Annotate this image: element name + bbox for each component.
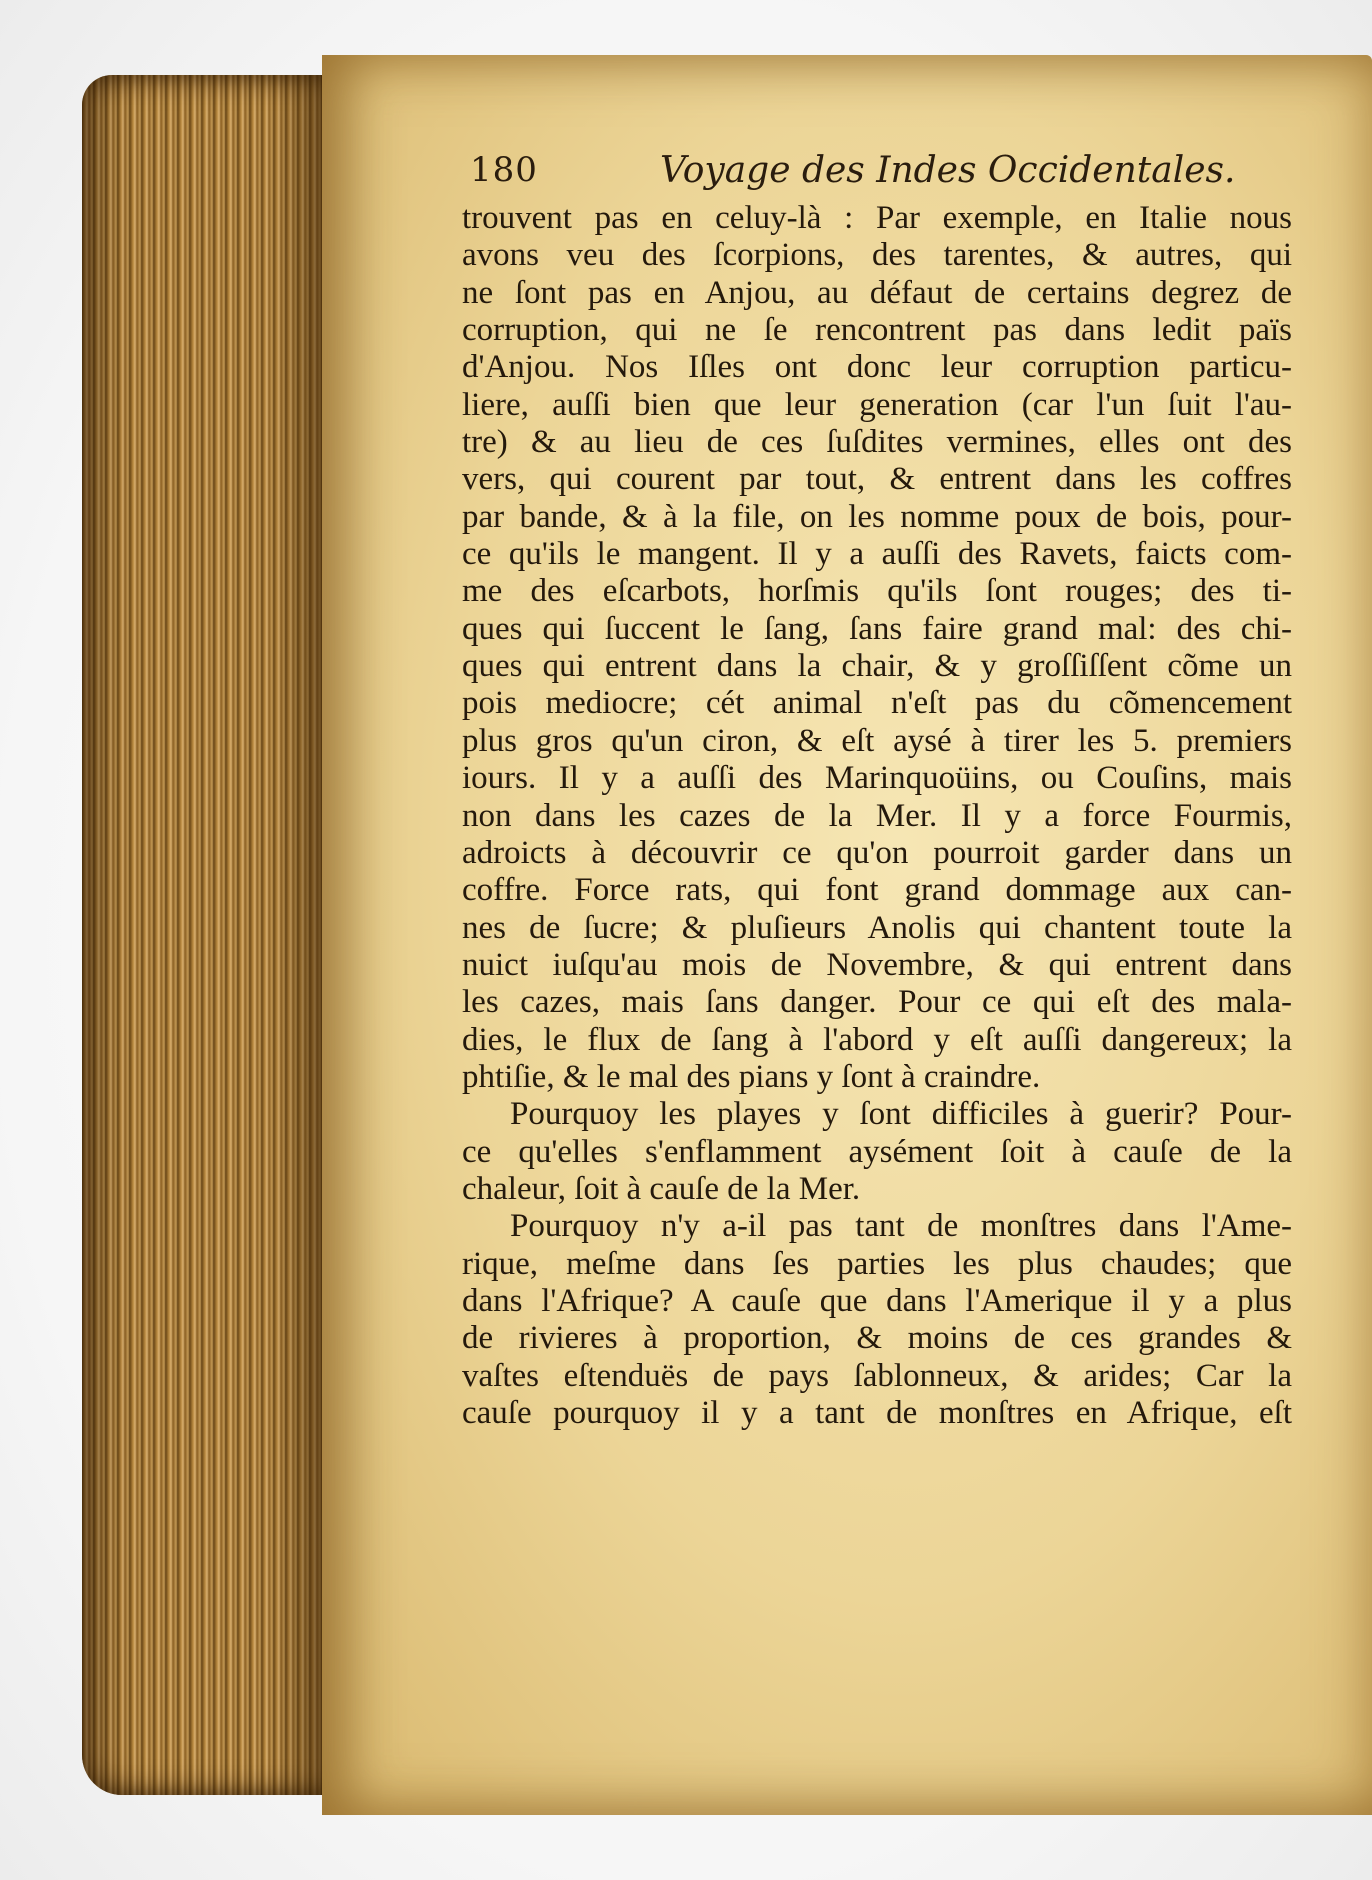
- body-text: [462, 200, 1292, 1432]
- text-line: pois mediocre; cét animal n'eſt pas du cõmencement: [462, 685, 1292, 722]
- text-line: corruption, qui ne ſe rencontrent pas dans ledit païs: [462, 312, 1292, 349]
- paragraph-start-line: Pourquoy n'y a-il pas tant de monſtres dans l'Ame-: [510, 1208, 1292, 1245]
- page-header: [470, 150, 1236, 202]
- text-line: plus gros qu'un ciron, & eſt aysé à tirer les 5. premiers: [462, 722, 1292, 759]
- text-line: ce qu'ils le mangent. Il y a auſſi des Ravets, faicts com-: [462, 536, 1292, 573]
- text-line: les cazes, mais ſans danger. Pour ce qui eſt des mala-: [462, 984, 1292, 1021]
- text-line: dans l'Afrique? A cauſe que dans l'Amerique il y a plus: [462, 1282, 1292, 1319]
- text-line: rique, meſme dans ſes parties les plus chaudes; que: [462, 1245, 1292, 1282]
- text-line: d'Anjou. Nos Iſles ont donc leur corruption particu-: [462, 349, 1292, 386]
- text-line: avons veu des ſcorpions, des tarentes, & autres, qui: [462, 237, 1292, 274]
- text-line: trouvent pas en celuy-là : Par exemple, en Italie nous: [462, 200, 1292, 236]
- text-line: non dans les cazes de la Mer. Il y a force Fourmis,: [462, 797, 1292, 834]
- text-line: vers, qui courent par tout, & entrent dans les coffres: [462, 461, 1292, 498]
- text-line: par bande, & à la file, on les nomme poux de bois, pour-: [462, 498, 1292, 535]
- text-line: phtiſie, & le mal des pians y ſont à craindre.: [462, 1058, 1041, 1095]
- text-line: ques qui entrent dans la chair, & y groſſiſſent cõme un: [462, 648, 1292, 685]
- text-line: ce qu'elles s'enflamment aysément ſoit à cauſe de la: [462, 1133, 1292, 1170]
- text-line: tre) & au lieu de ces ſuſdites vermines, elles ont des: [462, 424, 1292, 461]
- text-line: me des eſcarbots, horſmis qu'ils ſont rouges; des ti-: [462, 573, 1292, 610]
- text-line: adroicts à découvrir ce qu'on pourroit garder dans un: [462, 834, 1292, 871]
- text-line: ne ſont pas en Anjou, au défaut de certains degrez de: [462, 274, 1292, 311]
- text-line: coffre. Force rats, qui font grand dommage aux can-: [462, 872, 1292, 909]
- text-line: liere, auſſi bien que leur generation (car l'un ſuit l'au-: [462, 386, 1292, 423]
- text-line: cauſe pourquoy il y a tant de monſtres en Afrique, eſt: [462, 1395, 1292, 1431]
- paragraph-start-line: Pourquoy les playes y ſont difficiles à guerir? Pour-: [510, 1096, 1292, 1133]
- text-line: nuict iuſqu'au mois de Novembre, & qui entrent dans: [462, 946, 1292, 983]
- text-line: chaleur, ſoit à cauſe de la Mer.: [462, 1170, 861, 1207]
- text-line: dies, le flux de ſang à l'abord y eſt auſſi dangereux; la: [462, 1021, 1292, 1058]
- running-title: Voyage des Indes Occidentales.: [660, 150, 1236, 191]
- page-number: 180: [470, 150, 538, 190]
- text-line: nes de ſucre; & pluſieurs Anolis qui chantent toute la: [462, 909, 1292, 946]
- text-line: iours. Il y a auſſi des Marinquoüins, ou Couſins, mais: [462, 760, 1292, 797]
- text-line: de rivieres à proportion, & moins de ces grandes &: [462, 1320, 1292, 1357]
- text-line: ques qui ſuccent le ſang, ſans faire grand mal: des chi-: [462, 610, 1292, 647]
- text-line: vaſtes eſtenduës de pays ſablonneux, & arides; Car la: [462, 1357, 1292, 1394]
